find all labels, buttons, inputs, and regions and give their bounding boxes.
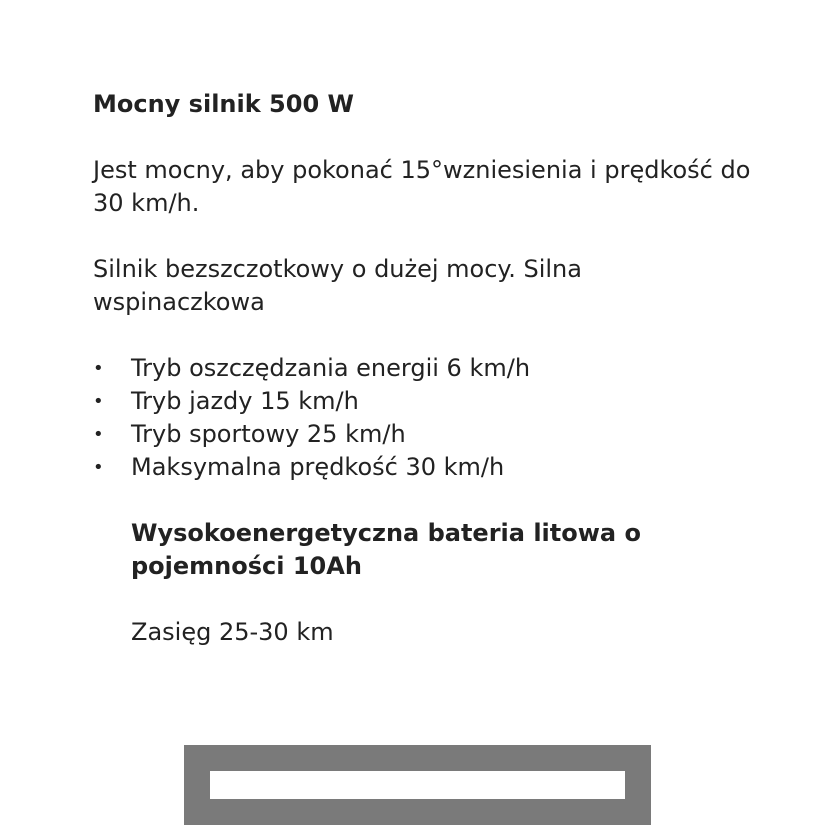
bullet-icon: • (93, 457, 104, 478)
battery-range: Zasięg 25-30 km (131, 618, 334, 646)
mode-label: Maksymalna prędkość 30 km/h (131, 453, 505, 481)
bullet-icon: • (93, 424, 104, 445)
list-item (93, 451, 753, 484)
speed-modes-list (93, 352, 753, 484)
list-item (93, 418, 753, 451)
mode-label: Tryb sportowy 25 km/h (131, 420, 406, 448)
mode-label: Tryb oszczędzania energii 6 km/h (131, 354, 531, 382)
battery-section (131, 517, 753, 649)
bullet-icon: • (93, 358, 104, 379)
list-item (93, 352, 753, 385)
motor-heading: Mocny silnik 500 W (93, 90, 354, 118)
motor-description: Jest mocny, aby pokonać 15°wzniesienia i prędkość do 30 km/h. (93, 156, 751, 217)
product-description (93, 88, 753, 649)
mode-label: Tryb jazdy 15 km/h (131, 387, 359, 415)
battery-heading: Wysokoenergetyczna bateria litowa o pojemności 10Ah (131, 519, 641, 580)
image-frame (184, 745, 651, 825)
list-item (93, 385, 753, 418)
motor-detail: Silnik bezszczotkowy o dużej mocy. Silna wspinaczkowa (93, 255, 582, 316)
bullet-icon: • (93, 391, 104, 412)
